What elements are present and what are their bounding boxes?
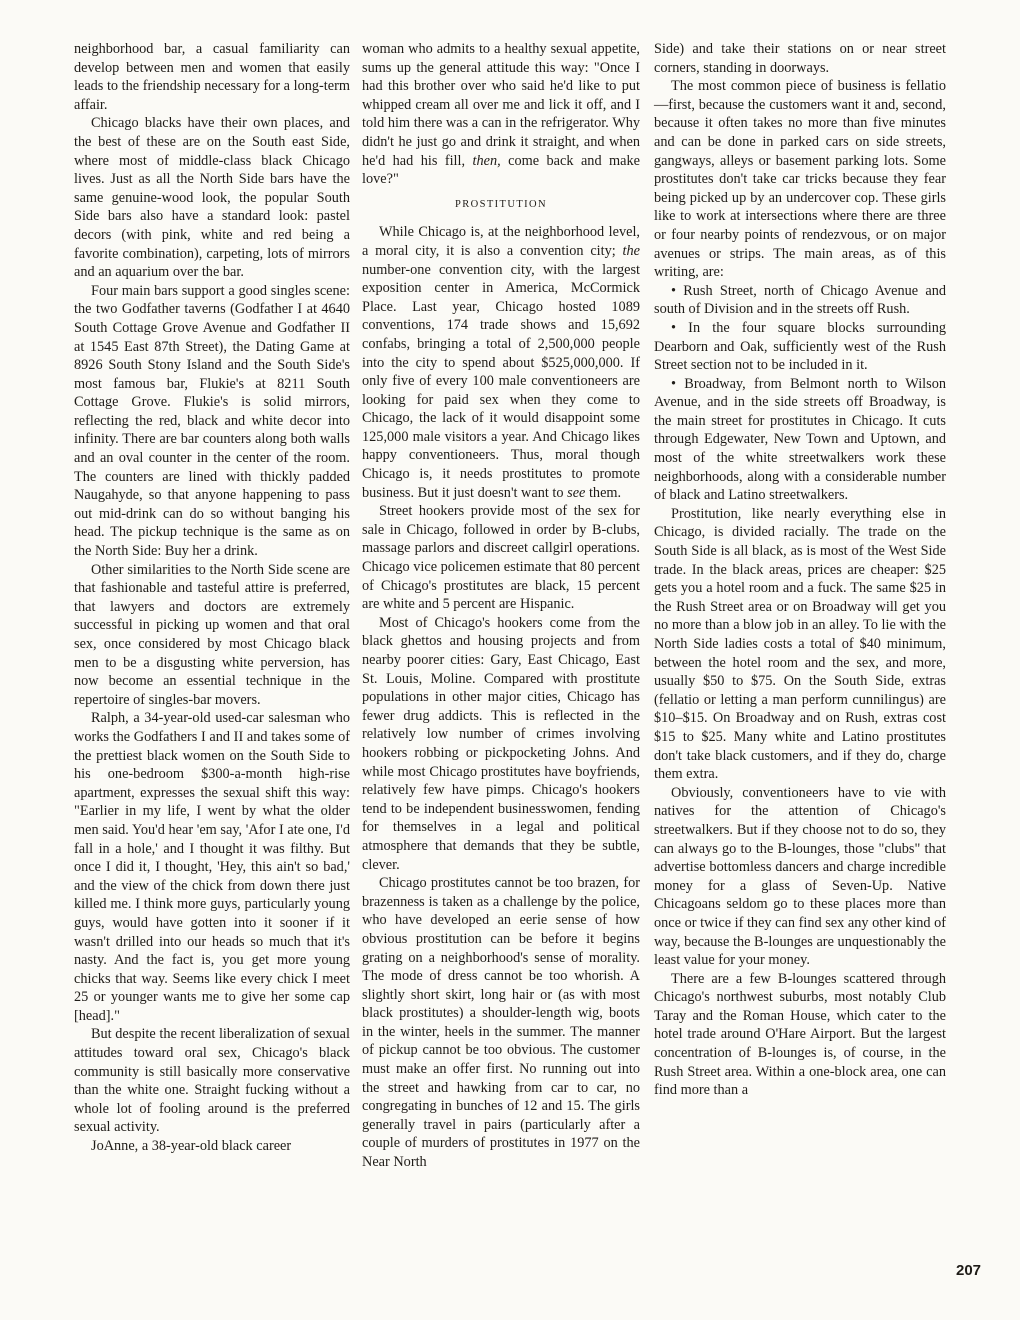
paragraph xyxy=(362,40,640,189)
paragraph: neighborhood bar, a casual familiarity can develop between men and women that easily leads to the friendship necessary for a long-term affair. xyxy=(74,41,350,113)
text-run: come back and make love?" xyxy=(362,152,640,188)
paragraph: There are a few B-lounges scattered through Chicago's northwest suburbs, most notably Club Taray and the Roman House, which cater to the hotel trade around O'Hare Airport. But the largest concentration of B-lounges is, of course, in the Rush Street area. Within a one-block area, one can find more than a xyxy=(654,970,946,1099)
emphasis: the xyxy=(622,242,640,259)
column-2 xyxy=(362,40,640,1172)
list-item: • Rush Street, north of Chicago Avenue and south of Division and in the streets off Rush. xyxy=(654,282,946,318)
text-run: number-one convention city, with the largest exposition center in America, McCormick Place. Last year, Chicago hosted 1089 conventions, 174 trade shows and 15,692 confabs, bringing a total of 2,500,000 people into the city to spend about $525,000,000. If only five of every 100 male conventioneers are looking for paid sex when they come to Chicago, the lack of it would disappoint some 125,000 male visitors a year. And Chicago likes happy conventioneers. Thus, moral though Chicago is, it needs prostitutes to promote business. But it just doesn't want to xyxy=(362,261,640,501)
list-item: • Broadway, from Belmont north to Wilson Avenue, and in the side streets off Broadway, is the main street for prostitutes in Chicago. It cuts through Edgewater, New Town and Uptown, and most of the white streetwalkers work these neighborhoods, along with a considerable number of black and Latino streetwalkers. xyxy=(654,375,946,504)
emphasis: see xyxy=(567,484,586,501)
text-run: them. xyxy=(585,484,622,501)
column-3 xyxy=(654,40,946,1100)
paragraph: But despite the recent liberalization of sexual attitudes toward oral sex, Chicago's black community is still basically more conservative than the white one. Straight fucking without a whole lot of fooling around is the preferred sexual activity. xyxy=(74,1026,350,1136)
column-1 xyxy=(74,40,350,1156)
paragraph: Other similarities to the North Side scene are that fashionable and tasteful attire is preferred, that lawyers and doctors are extremely successful in picking up women and that oral sex, once considered by most Chicago black men to be a disgusting white perversion, has now become an essential technique in the repertoire of singles-bar movers. xyxy=(74,561,350,708)
paragraph: Ralph, a 34-year-old used-car salesman who works the Godfathers I and II and takes some of the prettiest black women on the South Side to his one-bedroom $300-a-month high-rise apartment, expresses the sexual shift this way: "Earlier in my life, I went by what the older men said. You'd hear 'em say, 'Afor I ate one, I'd fall in a hole,' and I thought it was filthy. But once I did it, I thought, 'Hey, this ain't so bad,' and the view of the chick from down there just killed me. I think more guys, particularly young guys, would have gotten into it sooner if it wasn't drilled into our heads so much that it's nasty. And the fact is, you get more young chicks that way. Seems like every chick I meet 25 or younger wants me to give her some cap [head]." xyxy=(74,710,350,1024)
section-heading: PROSTITUTION xyxy=(454,198,548,210)
paragraph: Obviously, conventioneers have to vie with natives for the attention of Chicago's streetwalkers. But if they choose not to do so, they can always go to the B-lounges, those "clubs" that advertise bottomless dancers and charge incredible money for a glass of Seven-Up. Native Chicagoans seldom go to these places more than once or twice if they can find sex any other kind of way, because the B-lounges are unquestionably the least value for your money. xyxy=(654,784,946,969)
page-number: 207 xyxy=(956,1262,982,1279)
paragraph: Four main bars support a good singles scene: the two Godfather taverns (Godfather I at 4640 South Cottage Grove Avenue and Godfather II at 1545 East 87th Street), the Dating Game at 8926 South Stony Island and the South Side's most famous bar, Flukie's at 8211 South Cottage Grove. Flukie's is solid mirrors, reflecting the red, black and white decor into infinity. There are bar counters along both walls and an oval counter in the center of the room. The counters are lined with thickly padded Naugahyde, so that anyone happening to pass out mid-drink can do so without banging his head. The pickup technique is the same as on the North Side: Buy her a drink. xyxy=(74,282,350,560)
paragraph: Chicago blacks have their own places, and the best of these are on the South east Side, where most of middle-class black Chicago lives. Just as all the North Side bars have the same genuine-wood look, the popular South Side bars also have a standard look: pastel decors (with pink, white and red being a favorite combination), carpeting, lots of mirrors and an aquarium over the bar. xyxy=(74,115,350,281)
paragraph: Street hookers provide most of the sex for sale in Chicago, followed in order by B-clubs, massage parlors and discreet callgirl operations. Chicago vice policemen estimate that 80 percent of Chicago's prostitutes are black, 15 percent are white and 5 percent are Hispanic. xyxy=(362,503,640,613)
emphasis: then, xyxy=(472,152,501,169)
paragraph: Chicago prostitutes cannot be too brazen, for brazenness is taken as a challenge by the police, who have developed an eerie sense of how obvious prostitution can be before it begins grating on a neighborhood's sense of morality. The mode of dress cannot be too whorish. A slightly short skirt, long hair or (as with most black prostitutes) a shoulder-length wig, boots in the winter, heels in the summer. The manner of pickup cannot be too obvious. The customer must make an offer first. No running out into the street and hawking from car to car, no congregating in bunches of 12 and 15. The girls generally travel in pairs (particularly after a couple of murders of prostitutes in 1977 on the Near North xyxy=(362,875,640,1171)
list-item: • In the four square blocks surrounding Dearborn and Oak, sufficiently west of the Rush Street section not to be included in it. xyxy=(654,319,946,374)
paragraph: JoAnne, a 38-year-old black career xyxy=(91,1138,292,1155)
paragraph: The most common piece of business is fellatio—first, because the customers want it and, second, because it often takes no more than five minutes and can be done in parked cars on side streets, gangways, alleys or basement parking lots. Some prostitutes don't take car tricks because they fear being picked up by an undercover cop. These girls like to work at intersections where there are three or four nearby points of rendezvous, or on major avenues or strips. The main areas, as of this writing, are: xyxy=(654,78,946,281)
paragraph xyxy=(362,223,640,502)
text-run: While Chicago is, at the neighborhood level, a moral city, it is also a convention city; xyxy=(362,224,640,259)
paragraph: Prostitution, like nearly everything else in Chicago, is divided racially. The trade on the South Side is all black, as is most of the West Side trade. In the black areas, prices are cheaper: $25 gets you a hotel room and a fuck. The same $25 in the Rush Street area or on Broadway will get you no more than a blow job in an alley. To lie with the North Side ladies costs a total of $40 minimum, between the hotel room and the sex, and more, usually $50 to $75. On the South Side, extras (fellatio or letting a man perform cunnilingus) are $10–$15. On Broadway and on Rush, extras cost $15 to $25. Many white and Latino prostitutes don't take black customers, and if they do, charge them extra. xyxy=(654,505,946,783)
text-run: woman who admits to a healthy sexual appetite, sums up the general attitude this way: "Once I had this brother over who said he'd like to put whipped cream all over me and lick it off, and I told him there was a can in the refrigerator. Why didn't he just go and drink it straight, and when he'd had his fill, xyxy=(362,41,640,169)
paragraph: Most of Chicago's hookers come from the black ghettos and housing projects and from nearby poorer cities: Gary, East Chicago, East St. Louis, Moline. Compared with prostitute populations in other major cities, Chicago has fewer drug addicts. This is reflected in the relatively low number of crimes involving hookers robbing or pickpocketing Johns. And while most Chicago prostitutes have boyfriends, relatively few have pimps. Chicago's hookers tend to be independent businesswomen, fending for themselves in a legal and political atmosphere that demands that they be subtle, clever. xyxy=(362,614,640,873)
paragraph: Side) and take their stations on or near street corners, standing in doorways. xyxy=(654,41,946,76)
